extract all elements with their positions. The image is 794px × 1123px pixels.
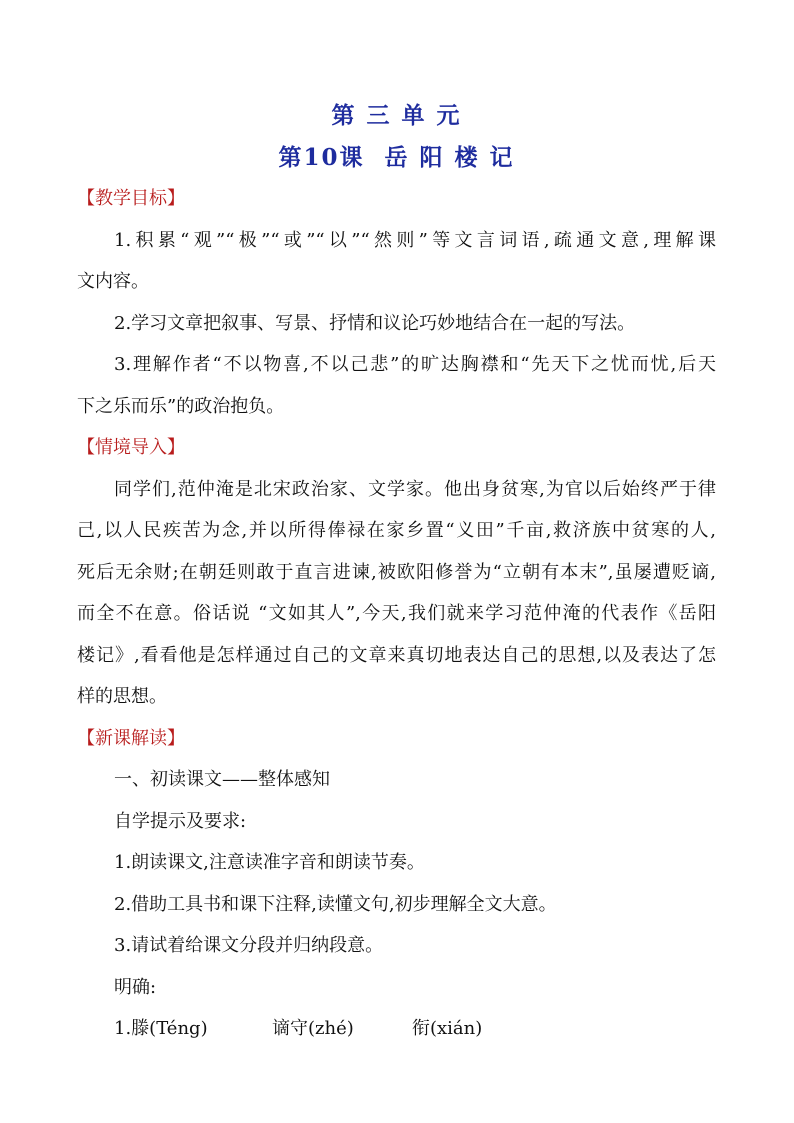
paragraph-line: 死后无余财;在朝廷则敢于直言进谏,被欧阳修誉为“立朝有本末”,虽屡遭贬谪, bbox=[77, 561, 716, 583]
new-lesson-heading: 【新课解读】 bbox=[77, 727, 185, 749]
objective-line: 下之乐而乐”的政治抱负。 bbox=[77, 395, 285, 417]
introduction-paragraph bbox=[77, 469, 716, 718]
paragraph-line: 样的思想。 bbox=[77, 686, 167, 707]
prompt-label: 自学提示及要求: bbox=[114, 810, 247, 832]
requirement-item: 2.借助工具书和课下注释,读懂文句,初步理解全文大意。 bbox=[114, 893, 557, 915]
pronunciation-row bbox=[77, 1008, 716, 1050]
objectives-section bbox=[77, 178, 716, 427]
part-title: 一、初读课文——整体感知 bbox=[114, 769, 330, 790]
document-page bbox=[77, 95, 716, 1050]
pronunciation-item: 衔(xián) bbox=[412, 1018, 483, 1039]
unit-title: 第 三 单 元 bbox=[331, 102, 462, 129]
objective-item bbox=[77, 344, 716, 427]
new-lesson-section bbox=[77, 718, 716, 1050]
lesson-title: 第10课 岳 阳 楼 记 bbox=[278, 143, 515, 171]
objectives-heading: 【教学目标】 bbox=[77, 188, 185, 209]
objective-line: 3.理解作者“不以物喜,不以己悲”的旷达胸襟和“先天下之忧而忧,后天 bbox=[114, 354, 716, 375]
introduction-section bbox=[77, 427, 716, 718]
clarify-label: 明确: bbox=[114, 976, 157, 998]
pronunciation-item: 1.滕(Téng) bbox=[114, 1018, 208, 1039]
objective-line: 文内容。 bbox=[77, 271, 149, 292]
objective-item bbox=[77, 303, 716, 345]
paragraph-line: 而全不在意。俗话说 “文如其人”,今天,我们就来学习范仲淹的代表作《岳阳 bbox=[77, 603, 716, 624]
requirement-item: 1.朗读课文,注意读准字音和朗读节奏。 bbox=[114, 852, 425, 873]
objective-line: 2.学习文章把叙事、写景、抒情和议论巧妙地结合在一起的写法。 bbox=[114, 312, 636, 334]
paragraph-line: 楼记》,看看他是怎样通过自己的文章来真切地表达自己的思想,以及表达了怎 bbox=[77, 644, 716, 666]
objective-item bbox=[77, 220, 716, 303]
paragraph-line: 己,以人民疾苦为念,并以所得俸禄在家乡置“义田”千亩,救济族中贫寒的人, bbox=[77, 520, 716, 541]
requirement-item: 3.请试着给课文分段并归纳段意。 bbox=[114, 935, 384, 956]
objective-line: 1.积累“观”“极”“或”“以”“然则”等文言词语,疏通文意,理解课 bbox=[114, 229, 716, 251]
paragraph-line: 同学们,范仲淹是北宋政治家、文学家。他出身贫寒,为官以后始终严于律 bbox=[114, 478, 716, 500]
introduction-heading: 【情境导入】 bbox=[77, 437, 185, 458]
pronunciation-item: 谪守(zhé) bbox=[272, 1018, 354, 1039]
